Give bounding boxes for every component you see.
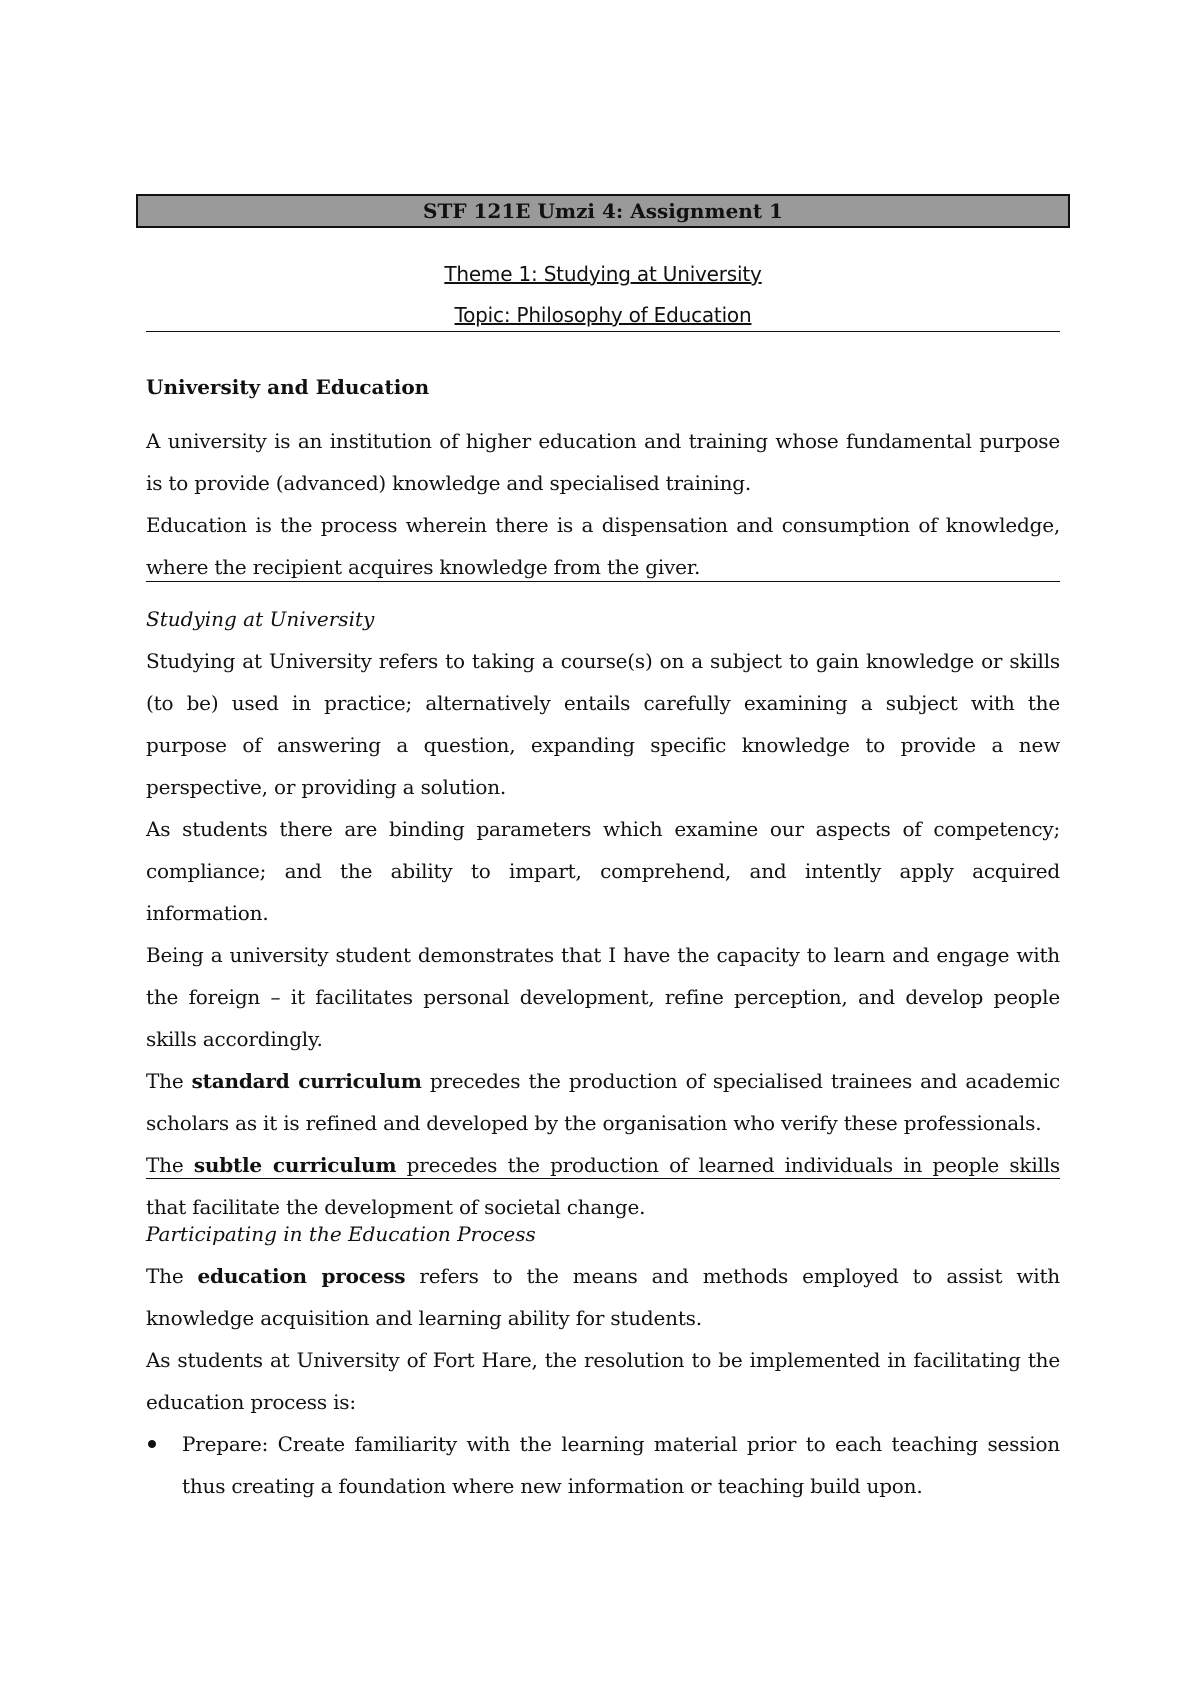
- assignment-title-bar: [136, 194, 1070, 228]
- bullet-text: Prepare: Create familiarity with the learning material prior to each teaching session thus creating a foundation where new information or teaching build upon.: [182, 1432, 1060, 1498]
- paragraph: Studying at University refers to taking a course(s) on a subject to gain knowledge or skills (to be) used in practice; alternatively entails carefully examining a subject with the purpose of answering a question, expanding specific knowledge to provide a new perspective, or providing a solution.: [146, 649, 1060, 799]
- paragraph: Being a university student demonstrates that I have the capacity to learn and engage with the foreign – it facilitates personal development, refine perception, and develop people skills accordingly.: [146, 943, 1060, 1051]
- paragraph: Education is the process wherein there is a dispensation and consumption of knowledge, where the recipient acquires knowledge from the giver.: [146, 513, 1060, 579]
- section-heading: Studying at University: [146, 607, 375, 631]
- text-run: refers to the means and methods employed to assist with knowledge acquisition and learning ability for students.: [146, 1264, 1060, 1330]
- text-run: precedes the production of specialised trainees and academic scholars as it is refined and developed by the organisation who verify these professionals.: [146, 1069, 1060, 1135]
- theme-line: [146, 262, 1060, 286]
- theme-text: Theme 1: Studying at University: [444, 262, 762, 286]
- bold-term: standard curriculum: [191, 1069, 422, 1093]
- text-run: The: [146, 1153, 194, 1177]
- text-run: The: [146, 1264, 198, 1288]
- section-heading: Participating in the Education Process: [146, 1222, 536, 1246]
- paragraph: A university is an institution of higher education and training whose fundamental purpose is to provide (advanced) knowledge and specialised training.: [146, 429, 1060, 495]
- assignment-title: STF 121E Umzi 4: Assignment 1: [423, 199, 783, 223]
- bold-term: subtle curriculum: [193, 1153, 397, 1177]
- section-studying-at-university: [146, 598, 1060, 1228]
- bullet-list-item: [146, 1423, 1060, 1507]
- divider-rule: [146, 581, 1060, 582]
- bold-term: education process: [197, 1264, 406, 1288]
- section-education-process: [146, 1213, 1060, 1507]
- section-heading: University and Education: [146, 375, 430, 399]
- bullet-icon: [148, 1440, 156, 1448]
- paragraph: As students at University of Fort Hare, the resolution to be implemented in facilitating the education process is:: [146, 1348, 1060, 1414]
- divider-rule: [146, 331, 1060, 332]
- topic-text: Topic: Philosophy of Education: [454, 303, 752, 327]
- text-run: precedes the production of learned individuals in people skills that facilitate the development of societal change.: [146, 1153, 1060, 1219]
- section-university-education: [146, 366, 1060, 588]
- topic-line: [146, 303, 1060, 327]
- paragraph-education-process: [146, 1255, 1060, 1339]
- paragraph: As students there are binding parameters which examine our aspects of competency; compliance; and the ability to impart, comprehend, and intently apply acquired information.: [146, 817, 1060, 925]
- divider-rule: [146, 1178, 1060, 1179]
- paragraph-standard-curriculum: [146, 1060, 1060, 1144]
- text-run: The: [146, 1069, 192, 1093]
